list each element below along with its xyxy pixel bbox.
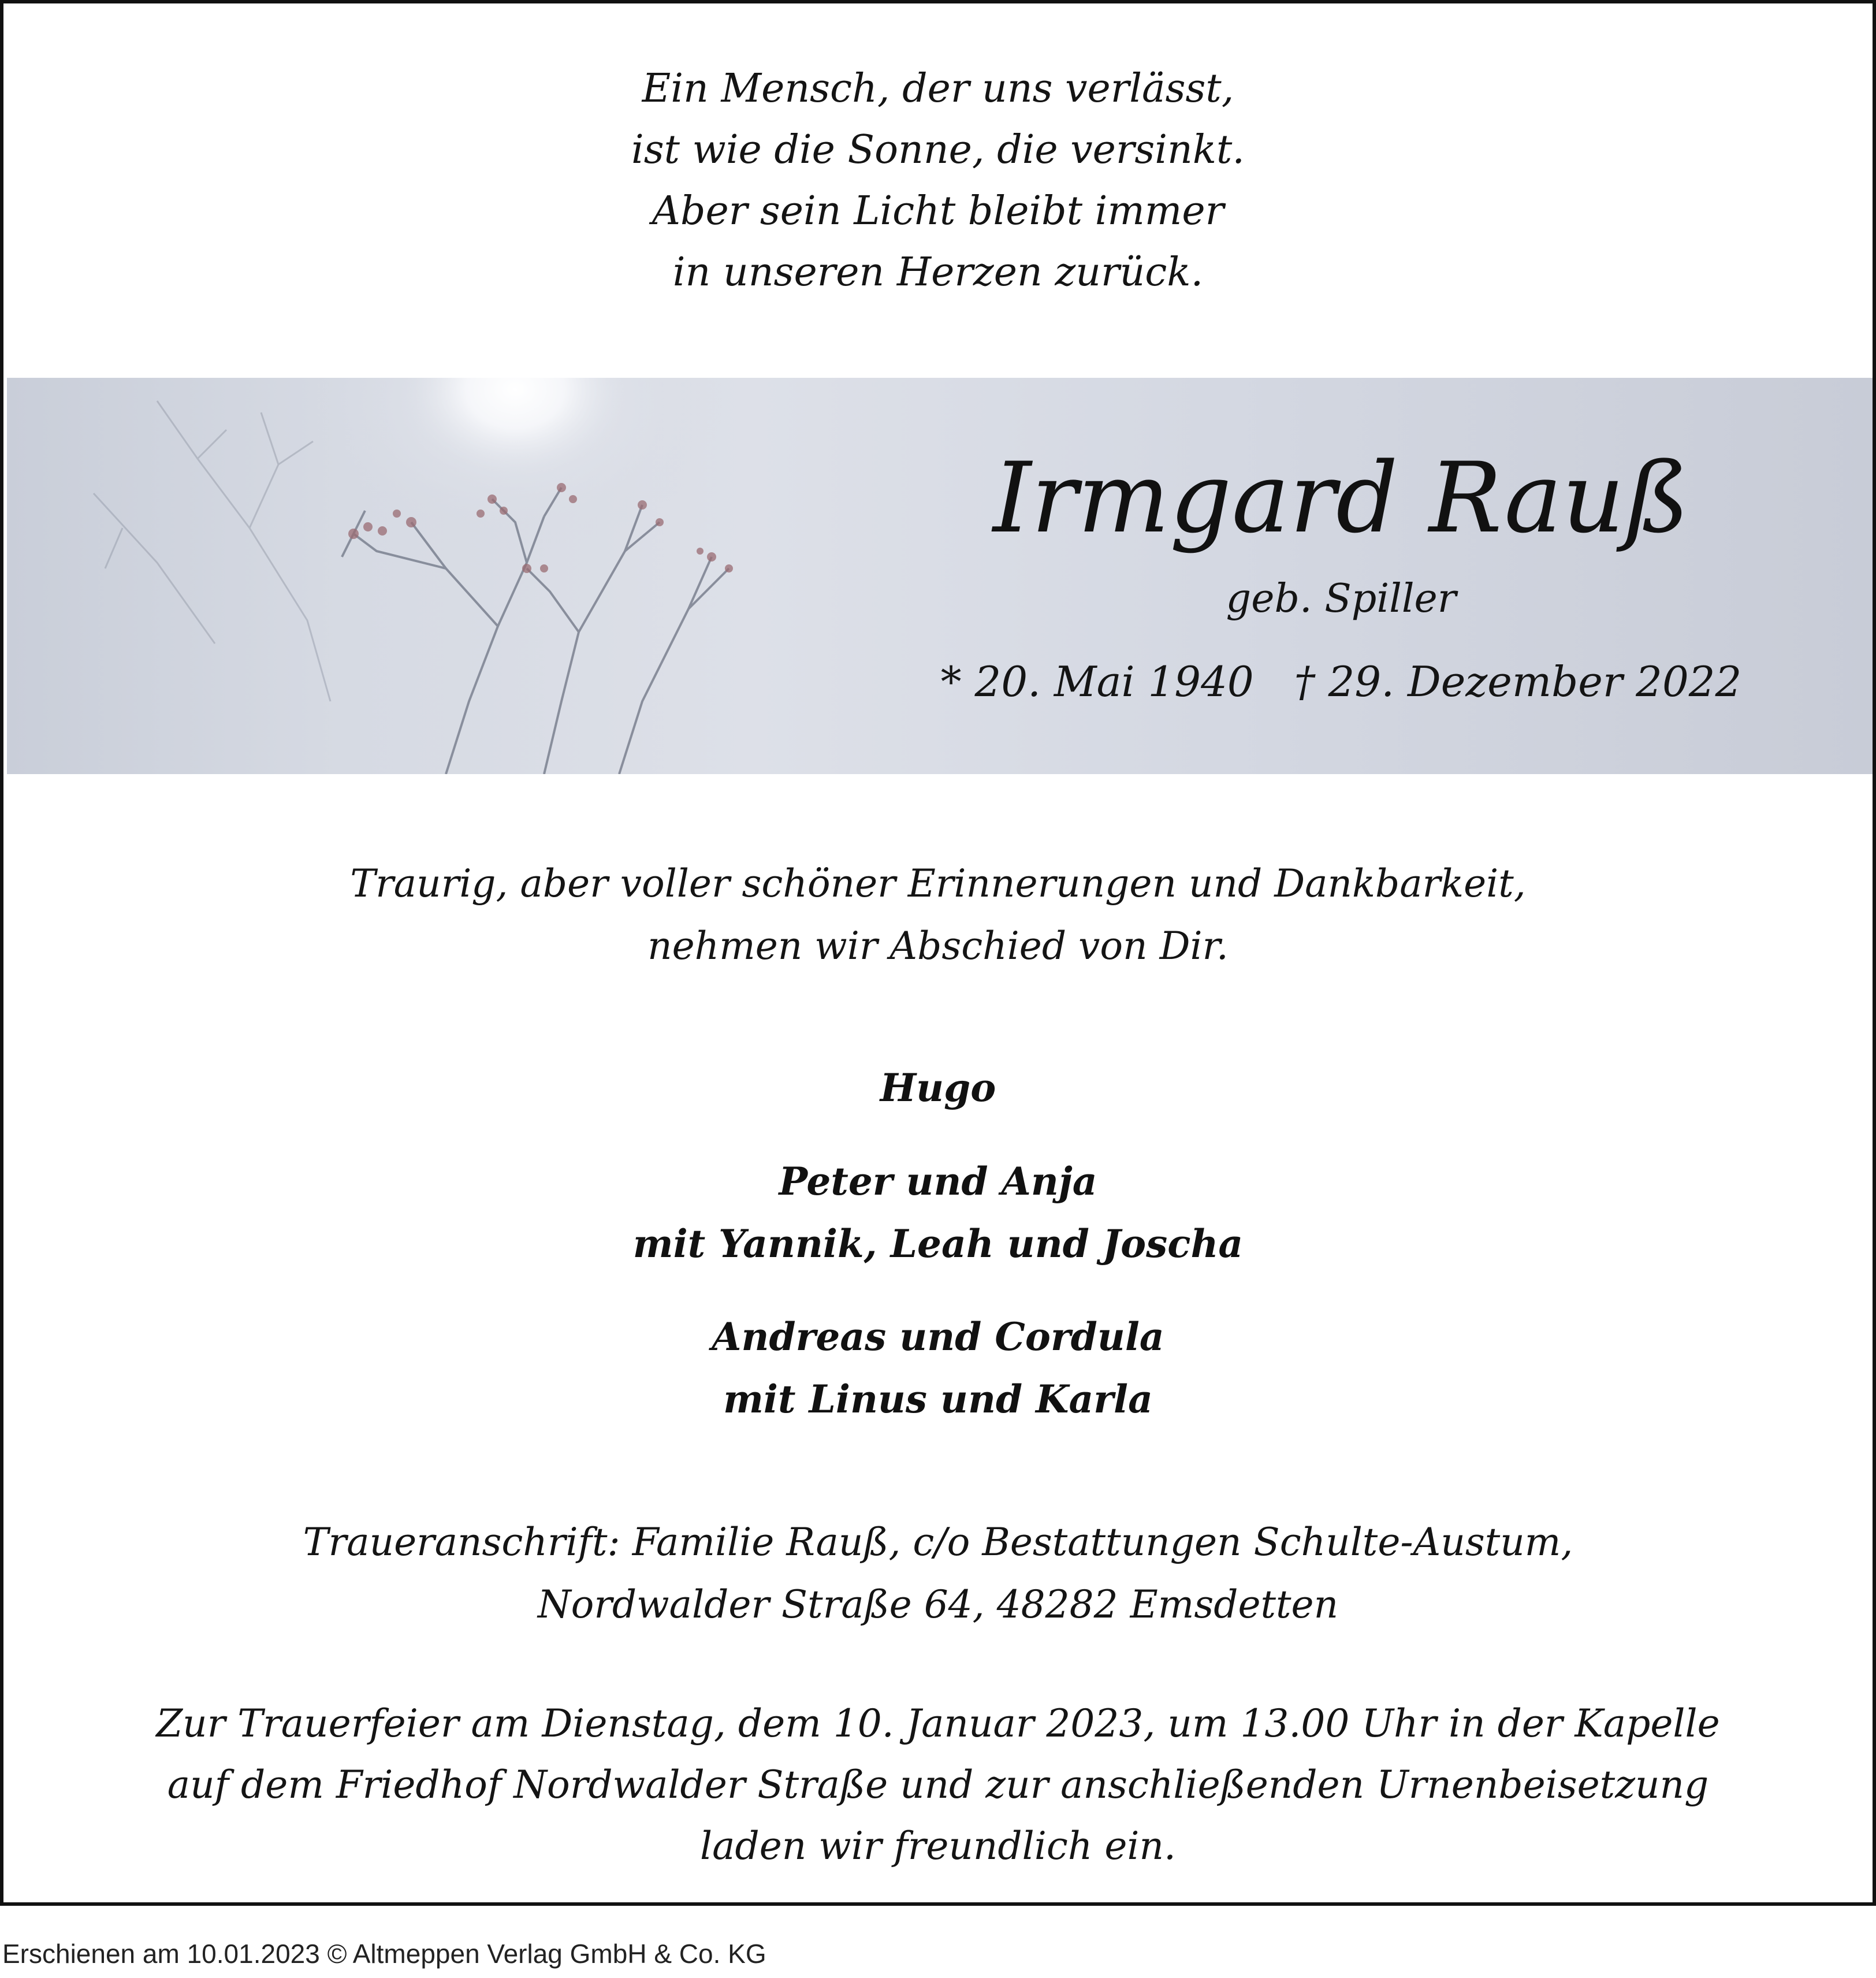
motto-line: ist wie die Sonne, die versinkt. (631, 127, 1245, 173)
motto-line: in unseren Herzen zurück. (672, 250, 1204, 295)
farewell-text (3, 853, 1873, 977)
farewell-line: nehmen wir Abschied von Dir. (647, 924, 1229, 968)
family-line: Peter und Anja (779, 1159, 1097, 1204)
name-banner (7, 378, 1873, 774)
birth-date: * 20. Mai 1940 (940, 657, 1254, 706)
ceremony-line: laden wir freundlich ein. (699, 1824, 1176, 1868)
address-line: Traueranschrift: Familie Rauß, c/o Bestattungen Schulte-Austum, (303, 1520, 1573, 1564)
birth-name: geb. Spiller (1226, 576, 1457, 622)
family-line: Andreas und Cordula (712, 1314, 1164, 1359)
death-date: † 29. Dezember 2022 (1294, 657, 1742, 706)
ceremony-invitation (3, 1693, 1873, 1877)
motto-verse (3, 58, 1873, 303)
farewell-line: Traurig, aber voller schöner Erinnerungen und Dankbarkeit, (350, 861, 1526, 906)
family-line: Hugo (880, 1065, 996, 1110)
address-line: Nordwalder Straße 64, 48282 Emsdetten (537, 1582, 1339, 1627)
mourning-address (3, 1511, 1873, 1636)
family-group-andreas (3, 1306, 1873, 1430)
ceremony-line: Zur Trauerfeier am Dienstag, dem 10. Januar 2023, um 13.00 Uhr in der Kapelle (156, 1701, 1720, 1746)
family-group-peter (3, 1150, 1873, 1275)
motto-line: Aber sein Licht bleibt immer (652, 188, 1224, 234)
ceremony-line: auf dem Friedhof Nordwalder Straße und zur anschließenden Urnenbeisetzung (167, 1763, 1709, 1807)
publication-footer: Erschienen am 10.01.2023 © Altmeppen Verlag GmbH & Co. KG (2, 1939, 766, 1969)
family-line: mit Yannik, Leah und Joscha (632, 1221, 1244, 1266)
life-dates (781, 654, 1873, 709)
deceased-name: Irmgard Rauß (993, 441, 1689, 555)
family-line: mit Linus und Karla (723, 1377, 1153, 1422)
family-group-spouse (3, 1057, 1873, 1119)
motto-line: Ein Mensch, der uns verlässt, (642, 66, 1234, 111)
